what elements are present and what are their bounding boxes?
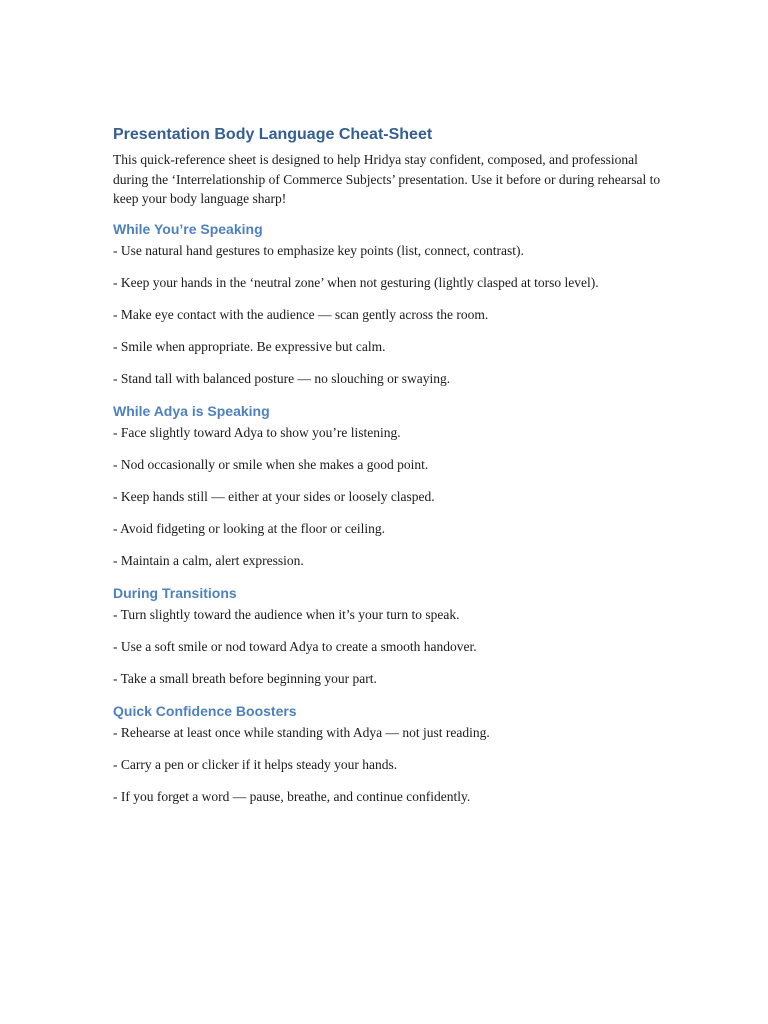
list-item: - Keep hands still — either at your sides or loosely clasped. — [113, 488, 435, 504]
list-item: - Nod occasionally or smile when she makes a good point. — [113, 456, 429, 472]
list-item: - Stand tall with balanced posture — no slouching or swaying. — [113, 370, 451, 386]
section-heading: While Adya is Speaking — [113, 402, 270, 419]
list-item: - Rehearse at least once while standing with Adya — not just reading. — [113, 724, 490, 740]
section-confidence-boosters — [113, 701, 673, 807]
list-item: - Maintain a calm, alert expression. — [113, 552, 304, 568]
list-item: - Face slightly toward Adya to show you’re listening. — [113, 424, 401, 440]
document-title: Presentation Body Language Cheat-Sheet — [113, 126, 433, 143]
list-item: - Smile when appropriate. Be expressive but calm. — [113, 338, 386, 354]
section-during-transitions — [113, 583, 673, 689]
list-item: - Use natural hand gestures to emphasize key points (list, connect, contrast). — [113, 242, 524, 258]
section-heading: During Transitions — [113, 584, 237, 601]
list-item: - If you forget a word — pause, breathe, and continue confidently. — [113, 788, 471, 804]
list-item: - Make eye contact with the audience — scan gently across the room. — [113, 306, 489, 322]
section-while-speaking — [113, 219, 673, 389]
list-item: - Avoid fidgeting or looking at the floor or ceiling. — [113, 520, 385, 536]
list-item: - Keep your hands in the ‘neutral zone’ when not gesturing (lightly clasped at torso level). — [113, 274, 599, 290]
document-page — [113, 124, 673, 819]
list-item: - Carry a pen or clicker if it helps steady your hands. — [113, 756, 398, 772]
section-heading: Quick Confidence Boosters — [113, 702, 297, 719]
section-heading: While You’re Speaking — [113, 220, 263, 237]
list-item: - Take a small breath before beginning your part. — [113, 670, 377, 686]
list-item: - Use a soft smile or nod toward Adya to create a smooth handover. — [113, 638, 477, 654]
section-while-adya-speaking — [113, 401, 673, 571]
intro-paragraph: This quick-reference sheet is designed to help Hridya stay confident, composed, and professional during the ‘Interrelationship of Commerce Subjects’ presentation. Use it before or during rehearsal to keep your body language sharp! — [113, 152, 661, 206]
list-item: - Turn slightly toward the audience when it’s your turn to speak. — [113, 606, 460, 622]
